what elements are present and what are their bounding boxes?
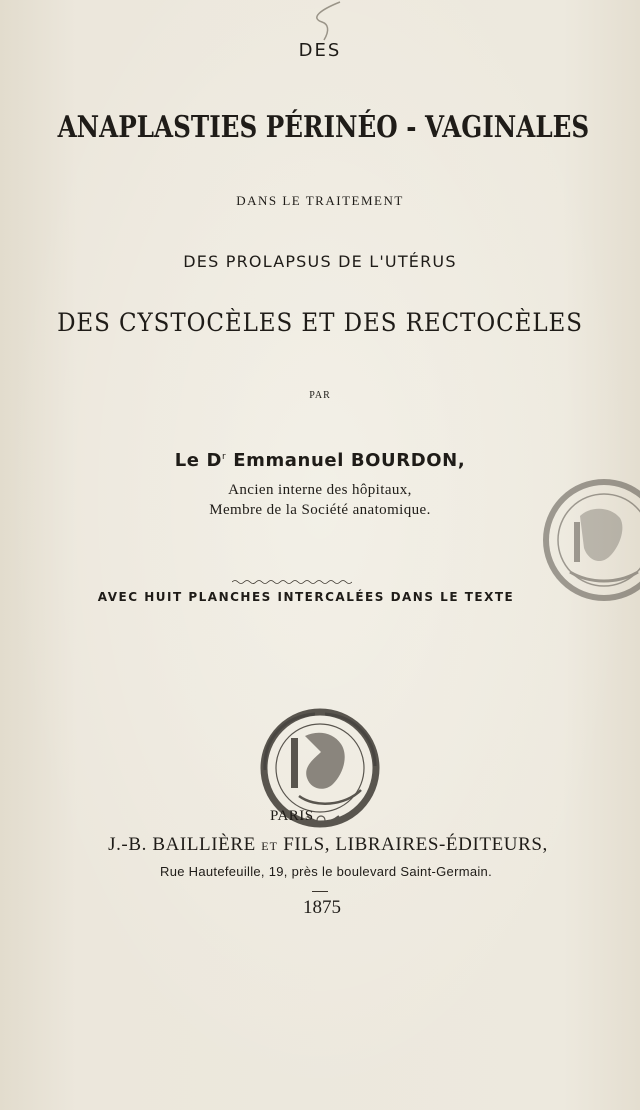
author-name: Emmanuel BOURDON,: [233, 450, 466, 471]
author-credential-1: Ancien interne des hôpitaux,: [228, 482, 412, 498]
main-title: ANAPLASTIES PÉRINÉO - VAGINALES: [57, 110, 590, 145]
subtitle-prolapsus: DES PROLAPSUS DE L'UTÉRUS: [183, 252, 457, 271]
par-word: PAR: [309, 390, 331, 401]
publisher-et: ET: [261, 839, 278, 853]
des-word: DES: [298, 40, 342, 61]
author-title-sup: r: [222, 452, 227, 462]
publisher-name-a: J.-B. BAILLIÈRE: [108, 834, 256, 855]
author-prefix: Le D: [174, 450, 223, 471]
author-line: [0, 450, 640, 471]
subtitle-cystoceles: DES CYSTOCÈLES ET DES RECTOCÈLES: [57, 308, 583, 337]
plates-note: AVEC HUIT PLANCHES INTERCALÉES DANS LE TEXTE: [97, 590, 515, 604]
city-name: PARIS: [270, 808, 314, 824]
wavy-rule: [232, 578, 352, 586]
subtitle-dans-le-traitement: DANS LE TRAITEMENT: [236, 193, 404, 208]
publication-year: 1875: [303, 897, 341, 918]
author-credential-2: Membre de la Société anatomique.: [209, 502, 431, 518]
publisher-name-b: FILS, LIBRAIRES-ÉDITEURS,: [283, 834, 548, 855]
publisher-address: Rue Hautefeuille, 19, près le boulevard Saint-Germain.: [160, 864, 492, 879]
library-stamp-faint: [540, 476, 640, 604]
year-rule: [312, 891, 328, 892]
publisher-line: [8, 834, 640, 856]
